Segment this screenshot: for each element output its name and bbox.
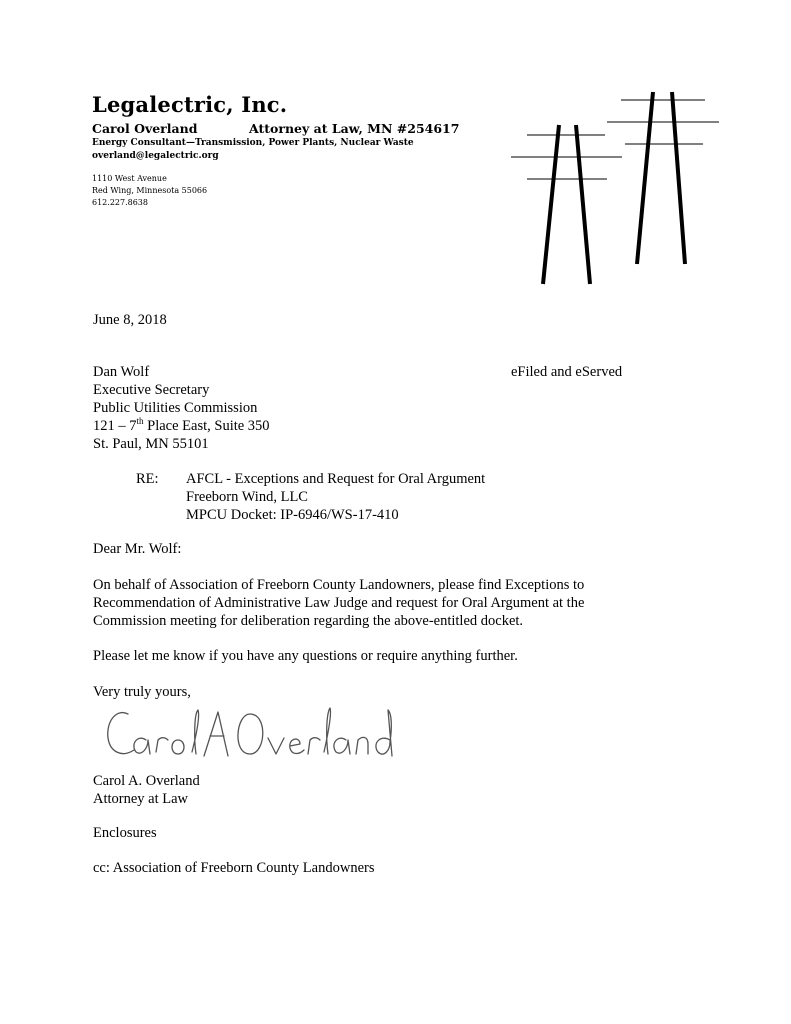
re-line: MPCU Docket: IP-6946/WS-17-410 <box>186 507 399 523</box>
re-label: RE: <box>136 471 159 487</box>
body-line: Please let me know if you have any questions or require anything further. <box>93 648 518 664</box>
body-line: On behalf of Association of Freeborn County Landowners, please find Exceptions to <box>93 577 585 593</box>
signer-name: Carol A. Overland <box>93 773 200 789</box>
re-line: AFCL - Exceptions and Request for Oral Argument <box>186 471 486 487</box>
transmission-towers-icon <box>505 88 725 288</box>
signer-title: Attorney at Law <box>93 791 189 807</box>
closing: Very truly yours, <box>93 684 191 700</box>
letterhead-address-1: 1110 West Avenue <box>92 174 167 183</box>
letterhead-email: overland@legalectric.org <box>92 151 219 161</box>
delivery-note: eFiled and eServed <box>511 364 623 380</box>
letterhead-attorney: Attorney at Law, MN #254617 <box>249 121 460 136</box>
letterhead-tagline: Energy Consultant—Transmission, Power Plants, Nuclear Waste <box>92 138 414 148</box>
letterhead-company: Legalectric, Inc. <box>92 92 288 117</box>
letterhead-phone: 612.227.8638 <box>92 198 148 207</box>
cc-line: cc: Association of Freeborn County Landowners <box>93 860 375 876</box>
letterhead-name: Carol Overland <box>92 121 198 136</box>
letterhead-name-row <box>92 121 460 136</box>
recipient-name: Dan Wolf <box>93 364 150 380</box>
handwritten-signature-icon <box>100 700 400 770</box>
letterhead-address-2: Red Wing, Minnesota 55066 <box>92 186 208 195</box>
recipient-street: 121 – 7th Place East, Suite 350 <box>93 416 270 434</box>
enclosures: Enclosures <box>93 825 157 841</box>
recipient-city: St. Paul, MN 55101 <box>93 436 209 452</box>
salutation: Dear Mr. Wolf: <box>93 541 182 557</box>
body-line: Commission meeting for deliberation regarding the above-entitled docket. <box>93 613 524 629</box>
body-line: Recommendation of Administrative Law Judge and request for Oral Argument at the <box>93 595 585 611</box>
re-line: Freeborn Wind, LLC <box>186 489 308 505</box>
letter-date: June 8, 2018 <box>93 312 167 328</box>
recipient-title: Executive Secretary <box>93 382 210 398</box>
recipient-org: Public Utilities Commission <box>93 400 258 416</box>
